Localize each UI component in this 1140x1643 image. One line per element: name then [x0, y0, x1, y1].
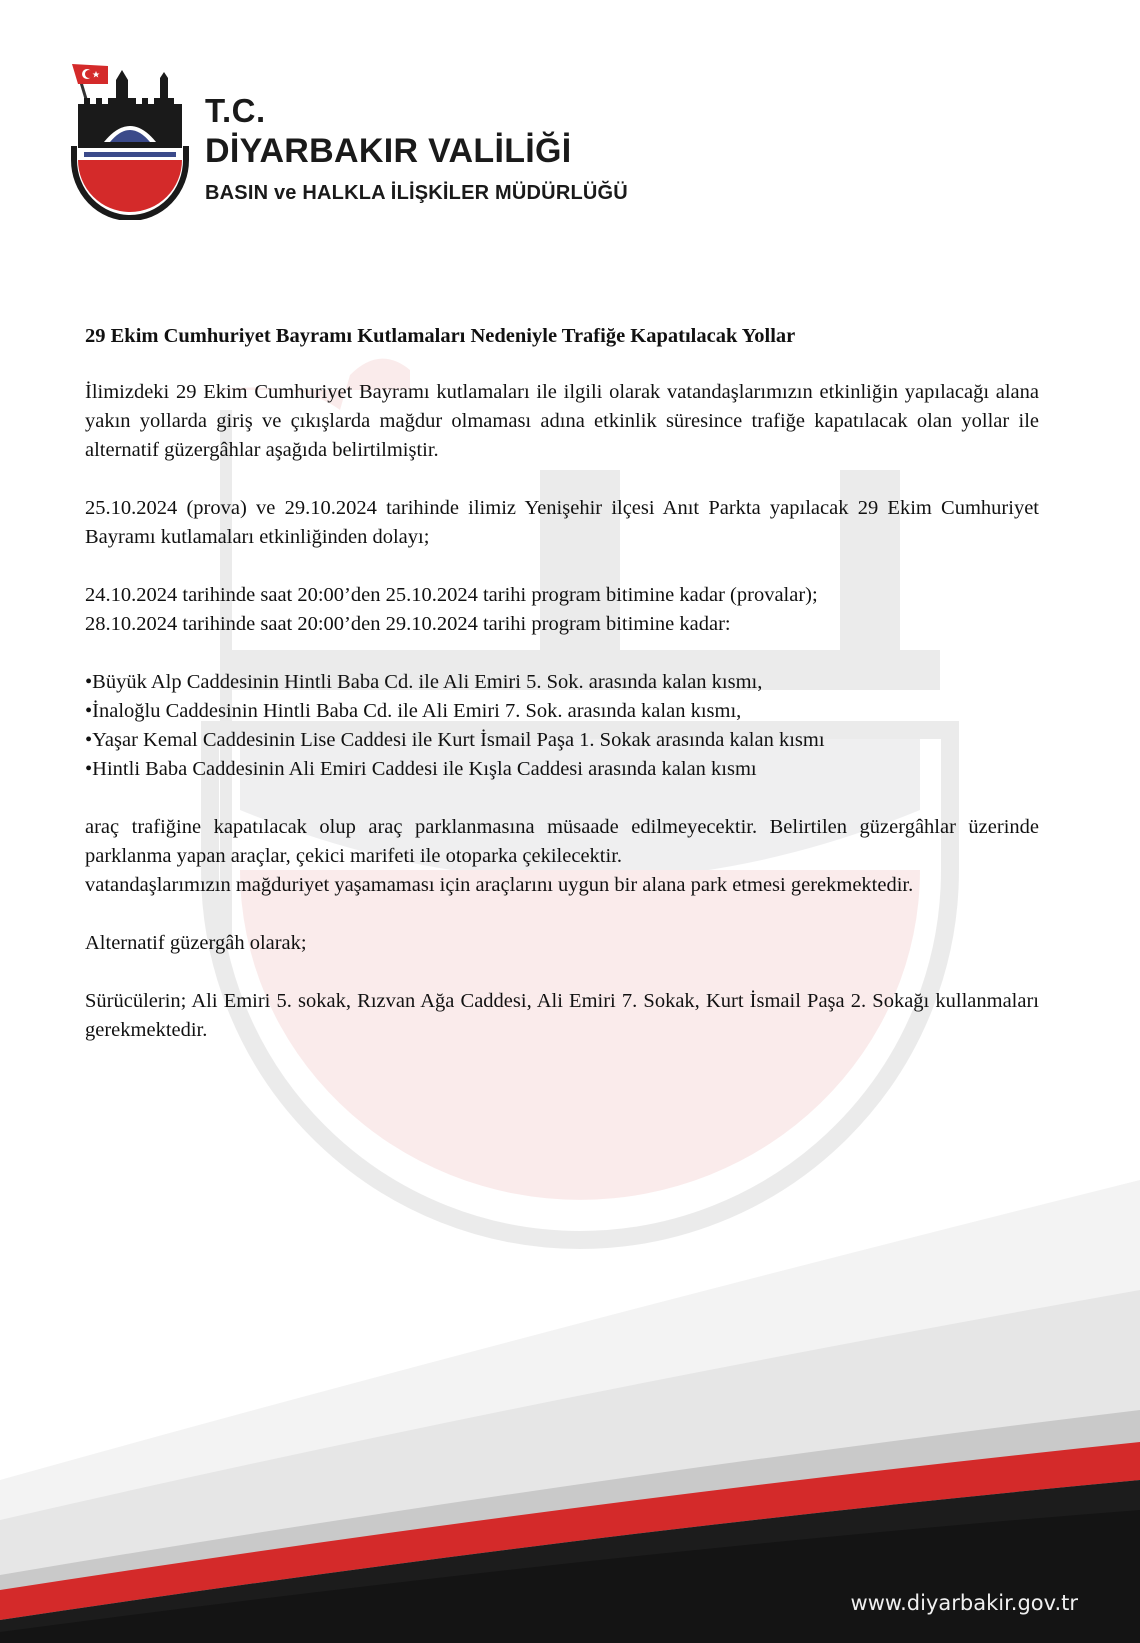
closed-road-item: •Yaşar Kemal Caddesinin Lise Caddesi ile Kurt İsmail Paşa 1. Sokak arasında kalan kısmı: [85, 729, 825, 751]
event-paragraph: 25.10.2024 (prova) ve 29.10.2024 tarihinde ilimiz Yenişehir ilçesi Anıt Parkta yapılacak 29 Ekim Cumhuriyet Bayramı kutlamaları etkinliğinden dolayı;: [85, 497, 1039, 548]
schedule-line: 28.10.2024 tarihinde saat 20:00’den 29.10.2024 tarihi program bitimine kadar:: [85, 613, 731, 635]
schedule-line: 24.10.2024 tarihinde saat 20:00’den 25.10.2024 tarihi program bitimine kadar (provalar);: [85, 584, 818, 606]
footer-band: [0, 1180, 1140, 1643]
governorship-logo-icon: [70, 60, 190, 220]
header-line-tc: T.C.: [205, 92, 266, 129]
closed-road-item: •Büyük Alp Caddesinin Hintli Baba Cd. ile Ali Emiri 5. Sok. arasında kalan kısmı,: [85, 671, 763, 693]
closure-note: araç trafiğine kapatılacak olup araç parklanmasına müsaade edilmeyecektir. Belirtilen güzergâhlar üzerinde parklanma yapan araçlar, çekici marifeti ile otoparka çekilecektir.: [85, 816, 1039, 867]
website-url: www.diyarbakir.gov.tr: [850, 1591, 1078, 1615]
closure-note-2: vatandaşlarımızın mağduriyet yaşamaması için araçlarını uygun bir alana park etmesi gerekmektedir.: [85, 874, 914, 896]
footer-swoosh: [0, 1180, 1140, 1643]
closed-road-item: •İnaloğlu Caddesinin Hintli Baba Cd. ile Ali Emiri 7. Sok. arasında kalan kısmı,: [85, 700, 742, 722]
announcement-title: 29 Ekim Cumhuriyet Bayramı Kutlamaları Nedeniyle Trafiğe Kapatılacak Yollar: [85, 325, 796, 347]
intro-paragraph: İlimizdeki 29 Ekim Cumhuriyet Bayramı kutlamaları ile ilgili olarak vatandaşlarımızın etkinliğin yapılacağı alana yakın yollarda giriş ve çıkışlarda mağdur olmaması adına etkinlik süresince trafiğe kapatılacak olan yollar ile alternatif güzergâhlar aşağıda belirtilmiştir.: [85, 381, 1039, 461]
alternative-route-text: Sürücülerin; Ali Emiri 5. sokak, Rızvan Ağa Caddesi, Ali Emiri 7. Sokak, Kurt İsmail Paşa 2. Sokağı kullanmaları gerekmektedir.: [85, 990, 1039, 1041]
alternative-heading: Alternatif güzergâh olarak;: [85, 932, 307, 954]
closed-road-item: •Hintli Baba Caddesinin Ali Emiri Caddesi ile Kışla Caddesi arasında kalan kısmı: [85, 758, 757, 780]
header-line-governorship: DİYARBAKIR VALİLİĞİ: [205, 132, 572, 170]
letterhead-header: [70, 60, 770, 230]
announcement-body: [85, 322, 1039, 1045]
header-line-directorate: BASIN ve HALKLA İLİŞKİLER MÜDÜRLÜĞÜ: [205, 182, 628, 204]
